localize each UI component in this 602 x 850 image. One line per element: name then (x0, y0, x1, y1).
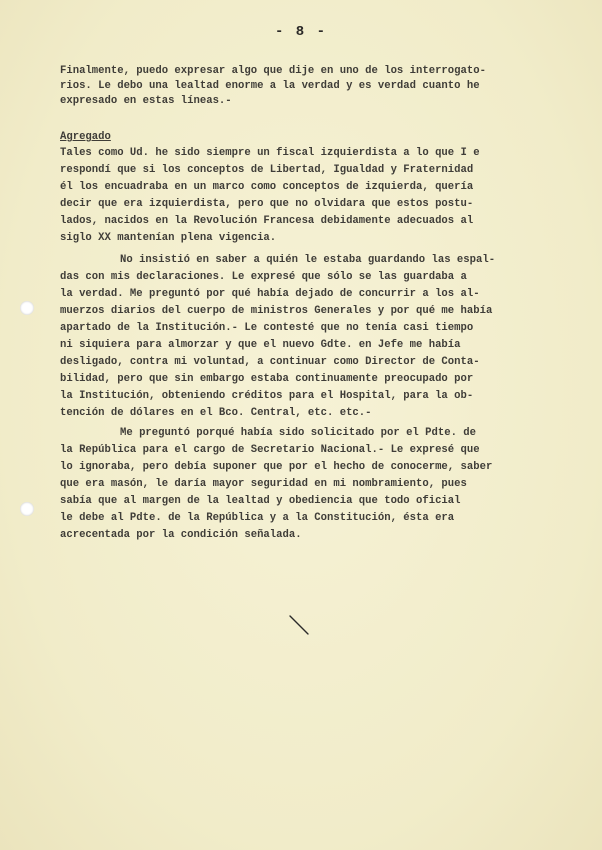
text-line: respondí que si los conceptos de Libertad, Igualdad y Fraternidad (60, 164, 474, 176)
text-line: lo ignoraba, pero debía suponer que por el hecho de conocerme, saber (60, 461, 493, 473)
text-line: Me preguntó porqué había sido solicitado por el Pdte. de (120, 427, 477, 439)
punch-hole-bottom (20, 502, 34, 516)
punch-hole-top (20, 301, 34, 315)
pen-stroke-mark (288, 614, 312, 638)
text-line: la República para el cargo de Secretario Nacional.- Le expresé que (60, 444, 480, 456)
text-line: le debe al Pdte. de la República y a la Constitución, ésta era (60, 512, 455, 524)
text-line: bilidad, pero que sin embargo estaba continuamente preocupado por (60, 373, 474, 385)
text-line: rios. Le debo una lealtad enorme a la verdad y es verdad cuanto he (60, 80, 480, 92)
text-line: la verdad. Me preguntó por qué había dejado de concurrir a los al- (60, 288, 480, 300)
text-line: No insistió en saber a quién le estaba guardando las espal- (120, 254, 496, 266)
text-line: muerzos diarios del cuerpo de ministros Generales y por qué me había (60, 305, 493, 317)
text-line: siglo XX mantenían plena vigencia. (60, 232, 277, 244)
text-line: das con mis declaraciones. Le expresé que sólo se las guardaba a (60, 271, 467, 283)
text-line: decir que era izquierdista, pero que no olvidara que estos postu- (60, 198, 474, 210)
text-line: lados, nacidos en la Revolución Francesa debidamente adecuados al (60, 215, 474, 227)
text-line: la Institución, obteniendo créditos para el Hospital, para la ob- (60, 390, 474, 402)
text-line: Tales como Ud. he sido siempre un fiscal izquierdista a lo que I e (60, 147, 480, 159)
section-heading: Agregado (60, 131, 111, 143)
text-line: él los encuadraba en un marco como conceptos de izquierda, quería (60, 181, 474, 193)
text-line: sabía que al margen de la lealtad y obediencia que todo oficial (60, 495, 461, 507)
page-number: - 8 - (274, 24, 327, 40)
text-line: ni siquiera para almorzar y que el nuevo Gdte. en Jefe me había (60, 339, 461, 351)
text-line: desligado, contra mi voluntad, a continuar como Director de Conta- (60, 356, 480, 368)
text-line: acrecentada por la condición señalada. (60, 529, 302, 541)
text-line: que era masón, le daría mayor seguridad en mi nombramiento, pues (60, 478, 467, 490)
text-line: apartado de la Institución.- Le contesté que no tenía casi tiempo (60, 322, 474, 334)
text-line: expresado en estas líneas.- (60, 95, 232, 107)
text-line: Finalmente, puedo expresar algo que dije en uno de los interrogato- (60, 65, 486, 77)
text-line: tención de dólares en el Bco. Central, etc. etc.- (60, 407, 372, 419)
